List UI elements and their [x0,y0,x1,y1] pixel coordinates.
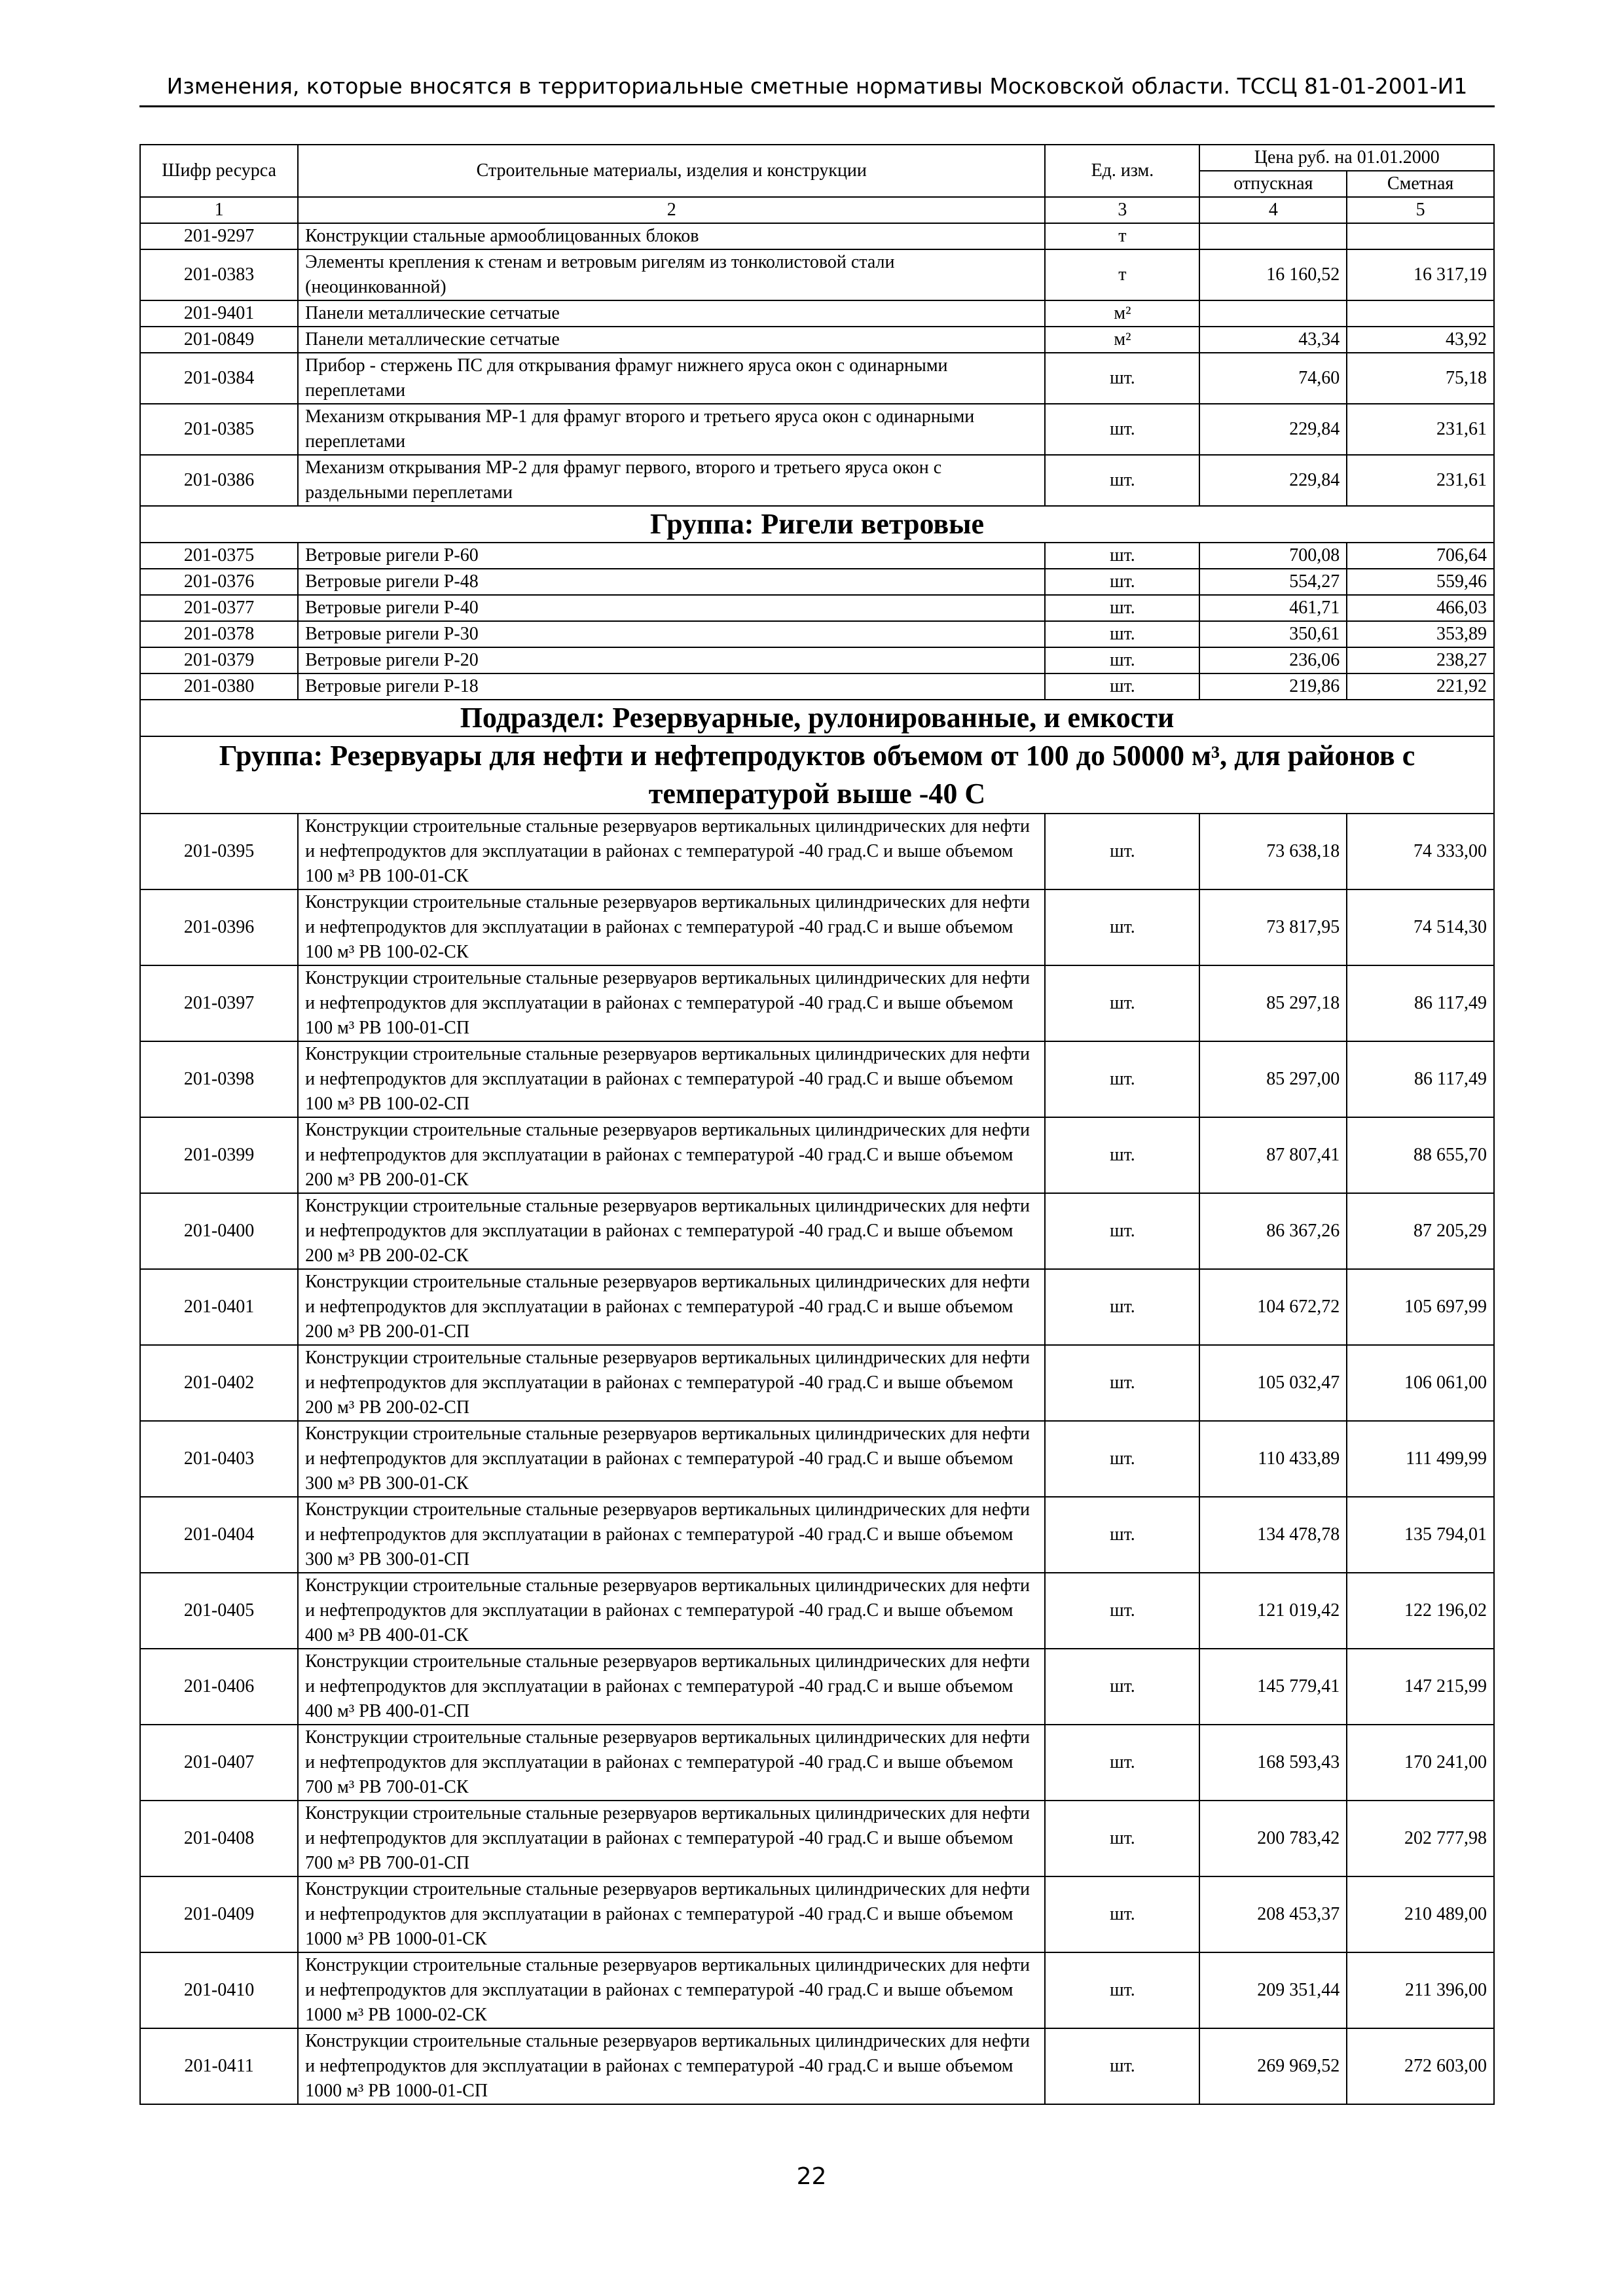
table-row [140,1497,1494,1573]
cell-code: 201-0402 [140,1345,298,1421]
cell-name: Конструкции строительные стальные резервуаров вертикальных цилиндрических для нефти и нефтепродуктов для эксплуатации в районах с температурой -40 град.С и выше объемом 1000 м³ РВ 1000-01-СП [298,2028,1045,2104]
cell-unit: шт. [1045,1876,1199,1952]
cell-estimate: 111 499,99 [1347,1421,1494,1497]
group-title: Группа: Резервуары для нефти и нефтепродуктов объемом от 100 до 50000 м³, для районов с температурой выше -40 С [140,736,1494,814]
cell-unit: шт. [1045,1649,1199,1725]
cell-name: Ветровые ригели Р-30 [298,621,1045,647]
table-row [140,965,1494,1041]
cell-unit: шт. [1045,1345,1199,1421]
cell-unit: шт. [1045,1497,1199,1573]
col-number: 5 [1347,197,1494,223]
cell-release: 85 297,18 [1199,965,1347,1041]
cell-estimate: 210 489,00 [1347,1876,1494,1952]
table-row [140,569,1494,595]
cell-code: 201-0396 [140,889,298,965]
cell-release [1199,300,1347,327]
col-header-price: Цена руб. на 01.01.2000 [1199,145,1494,171]
cell-release [1199,223,1347,249]
table-row [140,404,1494,455]
table-row [140,249,1494,300]
cell-unit: шт. [1045,814,1199,889]
table-row [140,1876,1494,1952]
group-title-row [140,506,1494,543]
cell-estimate: 122 196,02 [1347,1573,1494,1649]
cell-code: 201-0377 [140,595,298,621]
cell-code: 201-9297 [140,223,298,249]
cell-estimate: 105 697,99 [1347,1269,1494,1345]
cell-estimate: 231,61 [1347,455,1494,506]
cell-name: Прибор - стержень ПС для открывания фрамуг нижнего яруса окон с одинарными переплетами [298,353,1045,404]
cell-estimate: 87 205,29 [1347,1193,1494,1269]
cell-release: 219,86 [1199,673,1347,700]
cell-code: 201-0397 [140,965,298,1041]
cell-release: 43,34 [1199,327,1347,353]
cell-release: 16 160,52 [1199,249,1347,300]
cell-name: Ветровые ригели Р-60 [298,543,1045,569]
cell-code: 201-0404 [140,1497,298,1573]
cell-estimate: 43,92 [1347,327,1494,353]
table-row [140,814,1494,889]
cell-estimate: 272 603,00 [1347,2028,1494,2104]
cell-unit: шт. [1045,2028,1199,2104]
cell-name: Конструкции строительные стальные резервуаров вертикальных цилиндрических для нефти и нефтепродуктов для эксплуатации в районах с температурой -40 град.С и выше объемом 200 м³ РВ 200-02-СК [298,1193,1045,1269]
cell-estimate: 238,27 [1347,647,1494,673]
cell-code: 201-0401 [140,1269,298,1345]
table-row [140,621,1494,647]
cell-estimate: 231,61 [1347,404,1494,455]
cell-estimate: 86 117,49 [1347,965,1494,1041]
cell-name: Механизм открывания МР-2 для фрамуг первого, второго и третьего яруса окон с раздельными переплетами [298,455,1045,506]
cell-unit: шт. [1045,621,1199,647]
col-number: 1 [140,197,298,223]
cell-code: 201-0385 [140,404,298,455]
cell-code: 201-0410 [140,1952,298,2028]
cell-name: Ветровые ригели Р-40 [298,595,1045,621]
table-row [140,2028,1494,2104]
cell-release: 461,71 [1199,595,1347,621]
cell-code: 201-0849 [140,327,298,353]
table-row [140,1117,1494,1193]
cell-estimate: 135 794,01 [1347,1497,1494,1573]
cell-code: 201-0375 [140,543,298,569]
cell-code: 201-0400 [140,1193,298,1269]
cell-name: Конструкции строительные стальные резервуаров вертикальных цилиндрических для нефти и нефтепродуктов для эксплуатации в районах с температурой -40 град.С и выше объемом 400 м³ РВ 400-01-СК [298,1573,1045,1649]
table-row [140,1952,1494,2028]
cell-release: 168 593,43 [1199,1725,1347,1801]
cell-estimate: 353,89 [1347,621,1494,647]
cell-unit: шт. [1045,1269,1199,1345]
table-row [140,327,1494,353]
cell-release: 134 478,78 [1199,1497,1347,1573]
cell-estimate: 170 241,00 [1347,1725,1494,1801]
cell-estimate: 74 514,30 [1347,889,1494,965]
cell-estimate: 147 215,99 [1347,1649,1494,1725]
cell-code: 201-0376 [140,569,298,595]
group-title-row [140,736,1494,814]
cell-unit: м² [1045,300,1199,327]
cell-release: 350,61 [1199,621,1347,647]
col-header-release: отпускная [1199,171,1347,197]
cell-name: Конструкции строительные стальные резервуаров вертикальных цилиндрических для нефти и нефтепродуктов для эксплуатации в районах с температурой -40 град.С и выше объемом 200 м³ РВ 200-01-СП [298,1269,1045,1345]
table-row [140,1649,1494,1725]
cell-release: 87 807,41 [1199,1117,1347,1193]
table-row [140,1421,1494,1497]
cell-release: 200 783,42 [1199,1801,1347,1876]
cell-release: 236,06 [1199,647,1347,673]
cell-estimate: 16 317,19 [1347,249,1494,300]
cell-code: 201-0379 [140,647,298,673]
table-row [140,1801,1494,1876]
cell-unit: шт. [1045,673,1199,700]
table-row [140,1193,1494,1269]
cell-release: 209 351,44 [1199,1952,1347,2028]
cell-code: 201-0386 [140,455,298,506]
cell-release: 229,84 [1199,404,1347,455]
cell-code: 201-9401 [140,300,298,327]
cell-name: Конструкции строительные стальные резервуаров вертикальных цилиндрических для нефти и нефтепродуктов для эксплуатации в районах с температурой -40 град.С и выше объемом 300 м³ РВ 300-01-СП [298,1497,1045,1573]
cell-unit: шт. [1045,1421,1199,1497]
cell-release: 121 019,42 [1199,1573,1347,1649]
cell-unit: шт. [1045,1573,1199,1649]
table-row [140,1269,1494,1345]
cell-release: 104 672,72 [1199,1269,1347,1345]
cell-code: 201-0405 [140,1573,298,1649]
cell-unit: шт. [1045,1117,1199,1193]
cell-name: Панели металлические сетчатые [298,327,1045,353]
cell-name: Конструкции строительные стальные резервуаров вертикальных цилиндрических для нефти и нефтепродуктов для эксплуатации в районах с температурой -40 град.С и выше объемом 700 м³ РВ 700-01-СК [298,1725,1045,1801]
cell-code: 201-0399 [140,1117,298,1193]
cell-unit: т [1045,223,1199,249]
cell-code: 201-0383 [140,249,298,300]
cell-unit: шт. [1045,569,1199,595]
table-row [140,595,1494,621]
table-row [140,1725,1494,1801]
col-number: 4 [1199,197,1347,223]
table-row [140,353,1494,404]
header-row [140,145,1494,171]
table-row [140,889,1494,965]
cell-release: 145 779,41 [1199,1649,1347,1725]
cell-code: 201-0395 [140,814,298,889]
cell-unit: шт. [1045,1952,1199,2028]
cell-unit: шт. [1045,1041,1199,1117]
page-number: 22 [796,2163,827,2190]
cell-name: Механизм открывания МР-1 для фрамуг второго и третьего яруса окон с одинарными переплетами [298,404,1045,455]
cell-code: 201-0398 [140,1041,298,1117]
cell-estimate: 202 777,98 [1347,1801,1494,1876]
cell-unit: шт. [1045,1725,1199,1801]
cell-name: Ветровые ригели Р-18 [298,673,1045,700]
cell-name: Конструкции строительные стальные резервуаров вертикальных цилиндрических для нефти и нефтепродуктов для эксплуатации в районах с температурой -40 град.С и выше объемом 100 м³ РВ 100-01-СК [298,814,1045,889]
cell-unit: м² [1045,327,1199,353]
cell-estimate: 221,92 [1347,673,1494,700]
cell-release: 85 297,00 [1199,1041,1347,1117]
col-header-name: Строительные материалы, изделия и конструкции [298,145,1045,197]
cell-release: 700,08 [1199,543,1347,569]
col-header-code: Шифр ресурса [140,145,298,197]
cell-code: 201-0378 [140,621,298,647]
cell-release: 74,60 [1199,353,1347,404]
cell-estimate [1347,223,1494,249]
cell-unit: шт. [1045,404,1199,455]
price-table [139,144,1495,2105]
cell-name: Конструкции строительные стальные резервуаров вертикальных цилиндрических для нефти и нефтепродуктов для эксплуатации в районах с температурой -40 град.С и выше объемом 200 м³ РВ 200-01-СК [298,1117,1045,1193]
cell-name: Конструкции строительные стальные резервуаров вертикальных цилиндрических для нефти и нефтепродуктов для эксплуатации в районах с температурой -40 град.С и выше объемом 700 м³ РВ 700-01-СП [298,1801,1045,1876]
cell-code: 201-0384 [140,353,298,404]
group-title: Группа: Ригели ветровые [140,506,1494,543]
cell-release: 86 367,26 [1199,1193,1347,1269]
cell-estimate: 106 061,00 [1347,1345,1494,1421]
table-row [140,647,1494,673]
cell-release: 110 433,89 [1199,1421,1347,1497]
cell-name: Ветровые ригели Р-48 [298,569,1045,595]
cell-code: 201-0411 [140,2028,298,2104]
cell-name: Панели металлические сетчатые [298,300,1045,327]
page-header: Изменения, которые вносятся в территориальные сметные нормативы Московской области. ТССЦ 81-01-2001-И1 [139,73,1495,107]
cell-name: Элементы крепления к стенам и ветровым ригелям из тонколистовой стали (неоцинкованной) [298,249,1045,300]
cell-release: 554,27 [1199,569,1347,595]
cell-code: 201-0406 [140,1649,298,1725]
cell-code: 201-0403 [140,1421,298,1497]
table-row [140,455,1494,506]
cell-unit: т [1045,249,1199,300]
table-row [140,223,1494,249]
table-row [140,1041,1494,1117]
cell-unit: шт. [1045,543,1199,569]
cell-release: 73 638,18 [1199,814,1347,889]
cell-unit: шт. [1045,965,1199,1041]
subsection-title: Подраздел: Резервуарные, рулонированные, и емкости [140,700,1494,736]
cell-estimate: 74 333,00 [1347,814,1494,889]
cell-name: Конструкции строительные стальные резервуаров вертикальных цилиндрических для нефти и нефтепродуктов для эксплуатации в районах с температурой -40 град.С и выше объемом 100 м³ РВ 100-01-СП [298,965,1045,1041]
col-header-unit: Ед. изм. [1045,145,1199,197]
cell-estimate [1347,300,1494,327]
cell-name: Конструкции строительные стальные резервуаров вертикальных цилиндрических для нефти и нефтепродуктов для эксплуатации в районах с температурой -40 град.С и выше объемом 1000 м³ РВ 1000-01-СК [298,1876,1045,1952]
cell-name: Конструкции строительные стальные резервуаров вертикальных цилиндрических для нефти и нефтепродуктов для эксплуатации в районах с температурой -40 град.С и выше объемом 400 м³ РВ 400-01-СП [298,1649,1045,1725]
cell-code: 201-0408 [140,1801,298,1876]
cell-estimate: 466,03 [1347,595,1494,621]
cell-name: Конструкции строительные стальные резервуаров вертикальных цилиндрических для нефти и нефтепродуктов для эксплуатации в районах с температурой -40 град.С и выше объемом 100 м³ РВ 100-02-СК [298,889,1045,965]
cell-release: 269 969,52 [1199,2028,1347,2104]
cell-unit: шт. [1045,1193,1199,1269]
cell-release: 229,84 [1199,455,1347,506]
cell-name: Конструкции стальные армооблицованных блоков [298,223,1045,249]
cell-unit: шт. [1045,353,1199,404]
cell-name: Конструкции строительные стальные резервуаров вертикальных цилиндрических для нефти и нефтепродуктов для эксплуатации в районах с температурой -40 град.С и выше объемом 200 м³ РВ 200-02-СП [298,1345,1045,1421]
cell-release: 208 453,37 [1199,1876,1347,1952]
cell-estimate: 86 117,49 [1347,1041,1494,1117]
cell-name: Конструкции строительные стальные резервуаров вертикальных цилиндрических для нефти и нефтепродуктов для эксплуатации в районах с температурой -40 град.С и выше объемом 300 м³ РВ 300-01-СК [298,1421,1045,1497]
cell-code: 201-0409 [140,1876,298,1952]
cell-name: Ветровые ригели Р-20 [298,647,1045,673]
cell-unit: шт. [1045,889,1199,965]
cell-unit: шт. [1045,647,1199,673]
price-table-body [140,145,1494,2104]
table-row [140,300,1494,327]
table-row [140,1345,1494,1421]
col-number: 3 [1045,197,1199,223]
cell-code: 201-0380 [140,673,298,700]
col-number: 2 [298,197,1045,223]
cell-estimate: 706,64 [1347,543,1494,569]
col-header-estimate: Сметная [1347,171,1494,197]
table-row [140,1573,1494,1649]
cell-release: 105 032,47 [1199,1345,1347,1421]
cell-unit: шт. [1045,1801,1199,1876]
cell-name: Конструкции строительные стальные резервуаров вертикальных цилиндрических для нефти и нефтепродуктов для эксплуатации в районах с температурой -40 град.С и выше объемом 100 м³ РВ 100-02-СП [298,1041,1045,1117]
cell-unit: шт. [1045,455,1199,506]
cell-estimate: 75,18 [1347,353,1494,404]
table-row [140,543,1494,569]
cell-estimate: 88 655,70 [1347,1117,1494,1193]
cell-name: Конструкции строительные стальные резервуаров вертикальных цилиндрических для нефти и нефтепродуктов для эксплуатации в районах с температурой -40 град.С и выше объемом 1000 м³ РВ 1000-02-СК [298,1952,1045,2028]
cell-code: 201-0407 [140,1725,298,1801]
subsection-title-row [140,700,1494,736]
cell-unit: шт. [1045,595,1199,621]
cell-estimate: 211 396,00 [1347,1952,1494,2028]
table-row [140,673,1494,700]
column-number-row [140,197,1494,223]
cell-release: 73 817,95 [1199,889,1347,965]
cell-estimate: 559,46 [1347,569,1494,595]
